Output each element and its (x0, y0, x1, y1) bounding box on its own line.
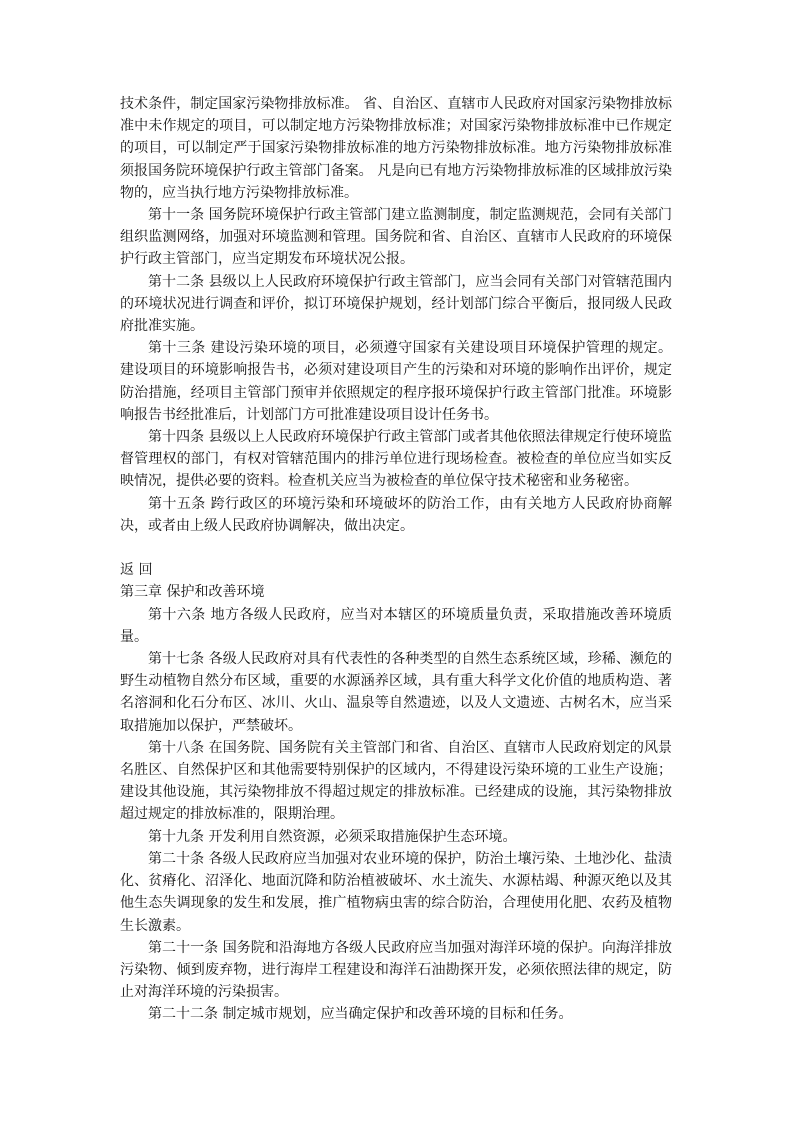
article-16: 第十六条 地方各级人民政府，应当对本辖区的环境质量负责，采取措施改善环境质量。 (120, 606, 672, 645)
article-21: 第二十一条 国务院和沿海地方各级人民政府应当加强对海洋环境的保护。向海洋排放污染物、倾到废弃物，进行海岸工程建设和海洋石油勘探开发，必须依照法律的规定，防止对海洋环境的污染损害。 (120, 939, 672, 1001)
article-19: 第十九条 开发利用自然资源，必须采取措施保护生态环境。 (148, 828, 517, 845)
chapter-title: 第三章 保护和改善环境 (120, 584, 265, 601)
article-12: 第十二条 县级以上人民政府环境保护行政主管部门，应当会同有关部门对管辖范围内的环境状况进行调查和评价，拟订环境保护规划，经计划部门综合平衡后，报同级人民政府批准实施。 (120, 273, 672, 335)
article-20: 第二十条 各级人民政府应当加强对农业环境的保护，防治土壤污染、土地沙化、盐渍化、贫瘠化、沼泽化、地面沉降和防治植被破坏、水土流失、水源枯竭、种源灭绝以及其他生态失调现象的发生和发展，推广植物病虫害的综合防治，合理使用化肥、农药及植物生长激素。 (120, 850, 672, 934)
article-22: 第二十二条 制定城市规划，应当确定保护和改善环境的目标和任务。 (148, 1006, 573, 1023)
blank-line (120, 537, 672, 559)
document-page (120, 93, 672, 1026)
article-11: 第十一条 国务院环境保护行政主管部门建立监测制度，制定监测规范，会同有关部门组织监测网络，加强对环境监测和管理。国务院和省、自治区、直辖市人民政府的环境保护行政主管部门，应当定期发布环境状况公报。 (120, 207, 672, 268)
article-14: 第十四条 县级以上人民政府环境保护行政主管部门或者其他依照法律规定行使环境监督管理权的部门，有权对管辖范围内的排污单位进行现场检查。被检查的单位应当如实反映情况，提供必要的资料。检查机关应当为被检查的单位保守技术秘密和业务秘密。 (120, 429, 672, 490)
return-link[interactable]: 返 回 (120, 562, 153, 579)
paragraph-continuation: 技术条件，制定国家污染物排放标准。 省、自治区、直辖市人民政府对国家污染物排放标准中未作规定的项目，可以制定地方污染物排放标准；对国家污染物排放标准中已作规定的项目，可以制定严于国家污染物排放标准的地方污染物排放标准。地方污染物排放标准须报国务院环境保护行政主管部门备案。 凡是向已有地方污染物排放标准的区域排放污染物的，应当执行地方污染物排放标准。 (120, 96, 672, 201)
article-13: 第十三条 建设污染环境的项目，必须遵守国家有关建设项目环境保护管理的规定。 建设项目的环境影响报告书，必须对建设项目产生的污染和对环境的影响作出评价，规定防治措施，经项目主管部门预审并依照规定的程序报环境保护行政主管部门批准。环境影响报告书经批准后，计划部门方可批准建设项目设计任务书。 (120, 340, 672, 423)
article-18: 第十八条 在国务院、国务院有关主管部门和省、自治区、直辖市人民政府划定的风景名胜区、自然保护区和其他需要特别保护的区域内，不得建设污染环境的工业生产设施；建设其他设施，其污染物排放不得超过规定的排放标准。已经建成的设施，其污染物排放超过规定的排放标准的，限期治理。 (120, 739, 672, 823)
article-15: 第十五条 跨行政区的环境污染和环境破坏的防治工作，由有关地方人民政府协商解决，或者由上级人民政府协调解决，做出决定。 (120, 495, 672, 534)
article-17: 第十七条 各级人民政府对具有代表性的各种类型的自然生态系统区域，珍稀、濒危的野生动植物自然分布区域，重要的水源涵养区域，具有重大科学文化价值的地质构造、著名溶洞和化石分布区、冰川、火山、温泉等自然遗迹，以及人文遗迹、古树名木，应当采取措施加以保护，严禁破坏。 (120, 651, 672, 734)
